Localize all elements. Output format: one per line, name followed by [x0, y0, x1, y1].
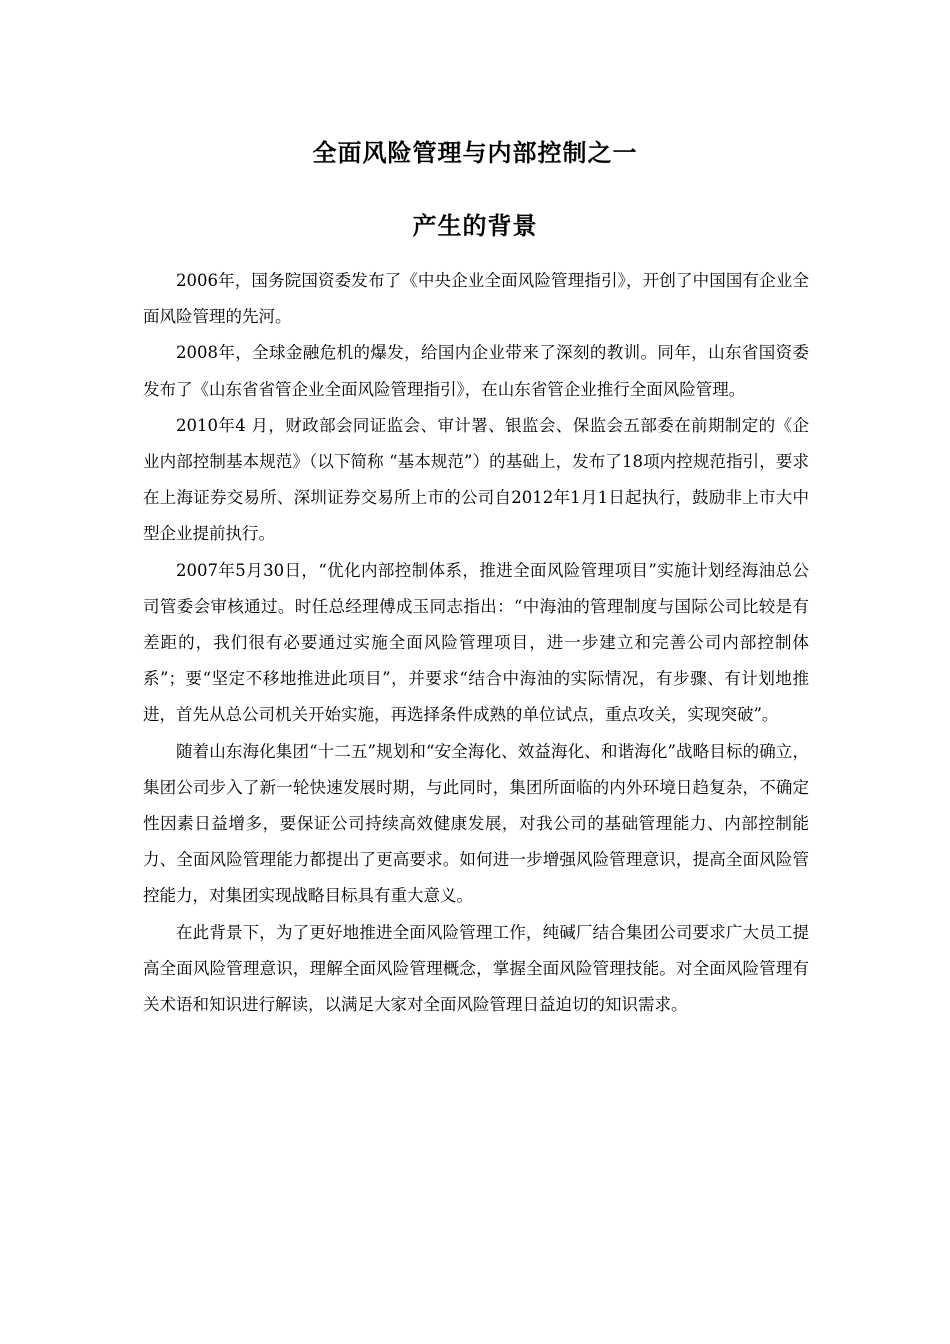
paragraph-2007: 2007年5月30日，“优化内部控制体系，推进全面风险管理项目”实施计划经海油总公司管委会审核通过。时任总经理傅成玉同志指出：“中海油的管理制度与国际公司比较是有差距的，我们很有必要通过实施全面风险管理项目，进一步建立和完善公司内部控制体系”；要“坚定不移地推进此项目”，并要求“结合中海油的实际情况，有步骤、有计划地推进，首先从总公司机关开始实施，再选择条件成熟的单位试点，重点攻关，实现突破”。 — [143, 560, 809, 725]
paragraph-2008: 2008年，全球金融危机的爆发，给国内企业带来了深刻的教训。同年，山东省国资委发布了《山东省省管企业全面风险管理指引》，在山东省管企业推行全面风险管理。 — [143, 343, 809, 399]
document-subtitle: 产生的背景 — [412, 212, 538, 240]
paragraph-background: 在此背景下，为了更好地推进全面风险管理工作，纯碱厂结合集团公司要求广大员工提高全面风险管理意识，理解全面风险管理概念，掌握全面风险管理技能。对全面风险管理有关术语和知识进行解读，以满足大家对全面风险管理日益迫切的知识需求。 — [143, 922, 809, 1015]
paragraph-2006: 2006年，国务院国资委发布了《中央企业全面风险管理指引》，开创了中国国有企业全面风险管理的先河。 — [143, 271, 809, 327]
document-body — [143, 263, 809, 1023]
paragraph-2010: 2010年4 月，财政部会同证监会、审计署、银监会、保监会五部委在前期制定的《企业内部控制基本规范》（以下简称 “基本规范”）的基础上，发布了18项内控规范指引，要求在上海证券交易所、深圳证券交易所上市的公司自2012年1月1日起执行，鼓励非上市大中型企业提前执行。 — [143, 415, 809, 544]
document-title: 全面风险管理与内部控制之一 — [312, 139, 638, 167]
paragraph-strategy: 随着山东海化集团“十二五”规划和“安全海化、效益海化、和谐海化”战略目标的确立，集团公司步入了新一轮快速发展时期，与此同时，集团所面临的内外环境日趋复杂，不确定性因素日益增多，要保证公司持续高效健康发展，对我公司的基础管理能力、内部控制能力、全面风险管理能力都提出了更高要求。如何进一步增强风险管理意识，提高全面风险管控能力，对集团实现战略目标具有重大意义。 — [143, 741, 809, 906]
